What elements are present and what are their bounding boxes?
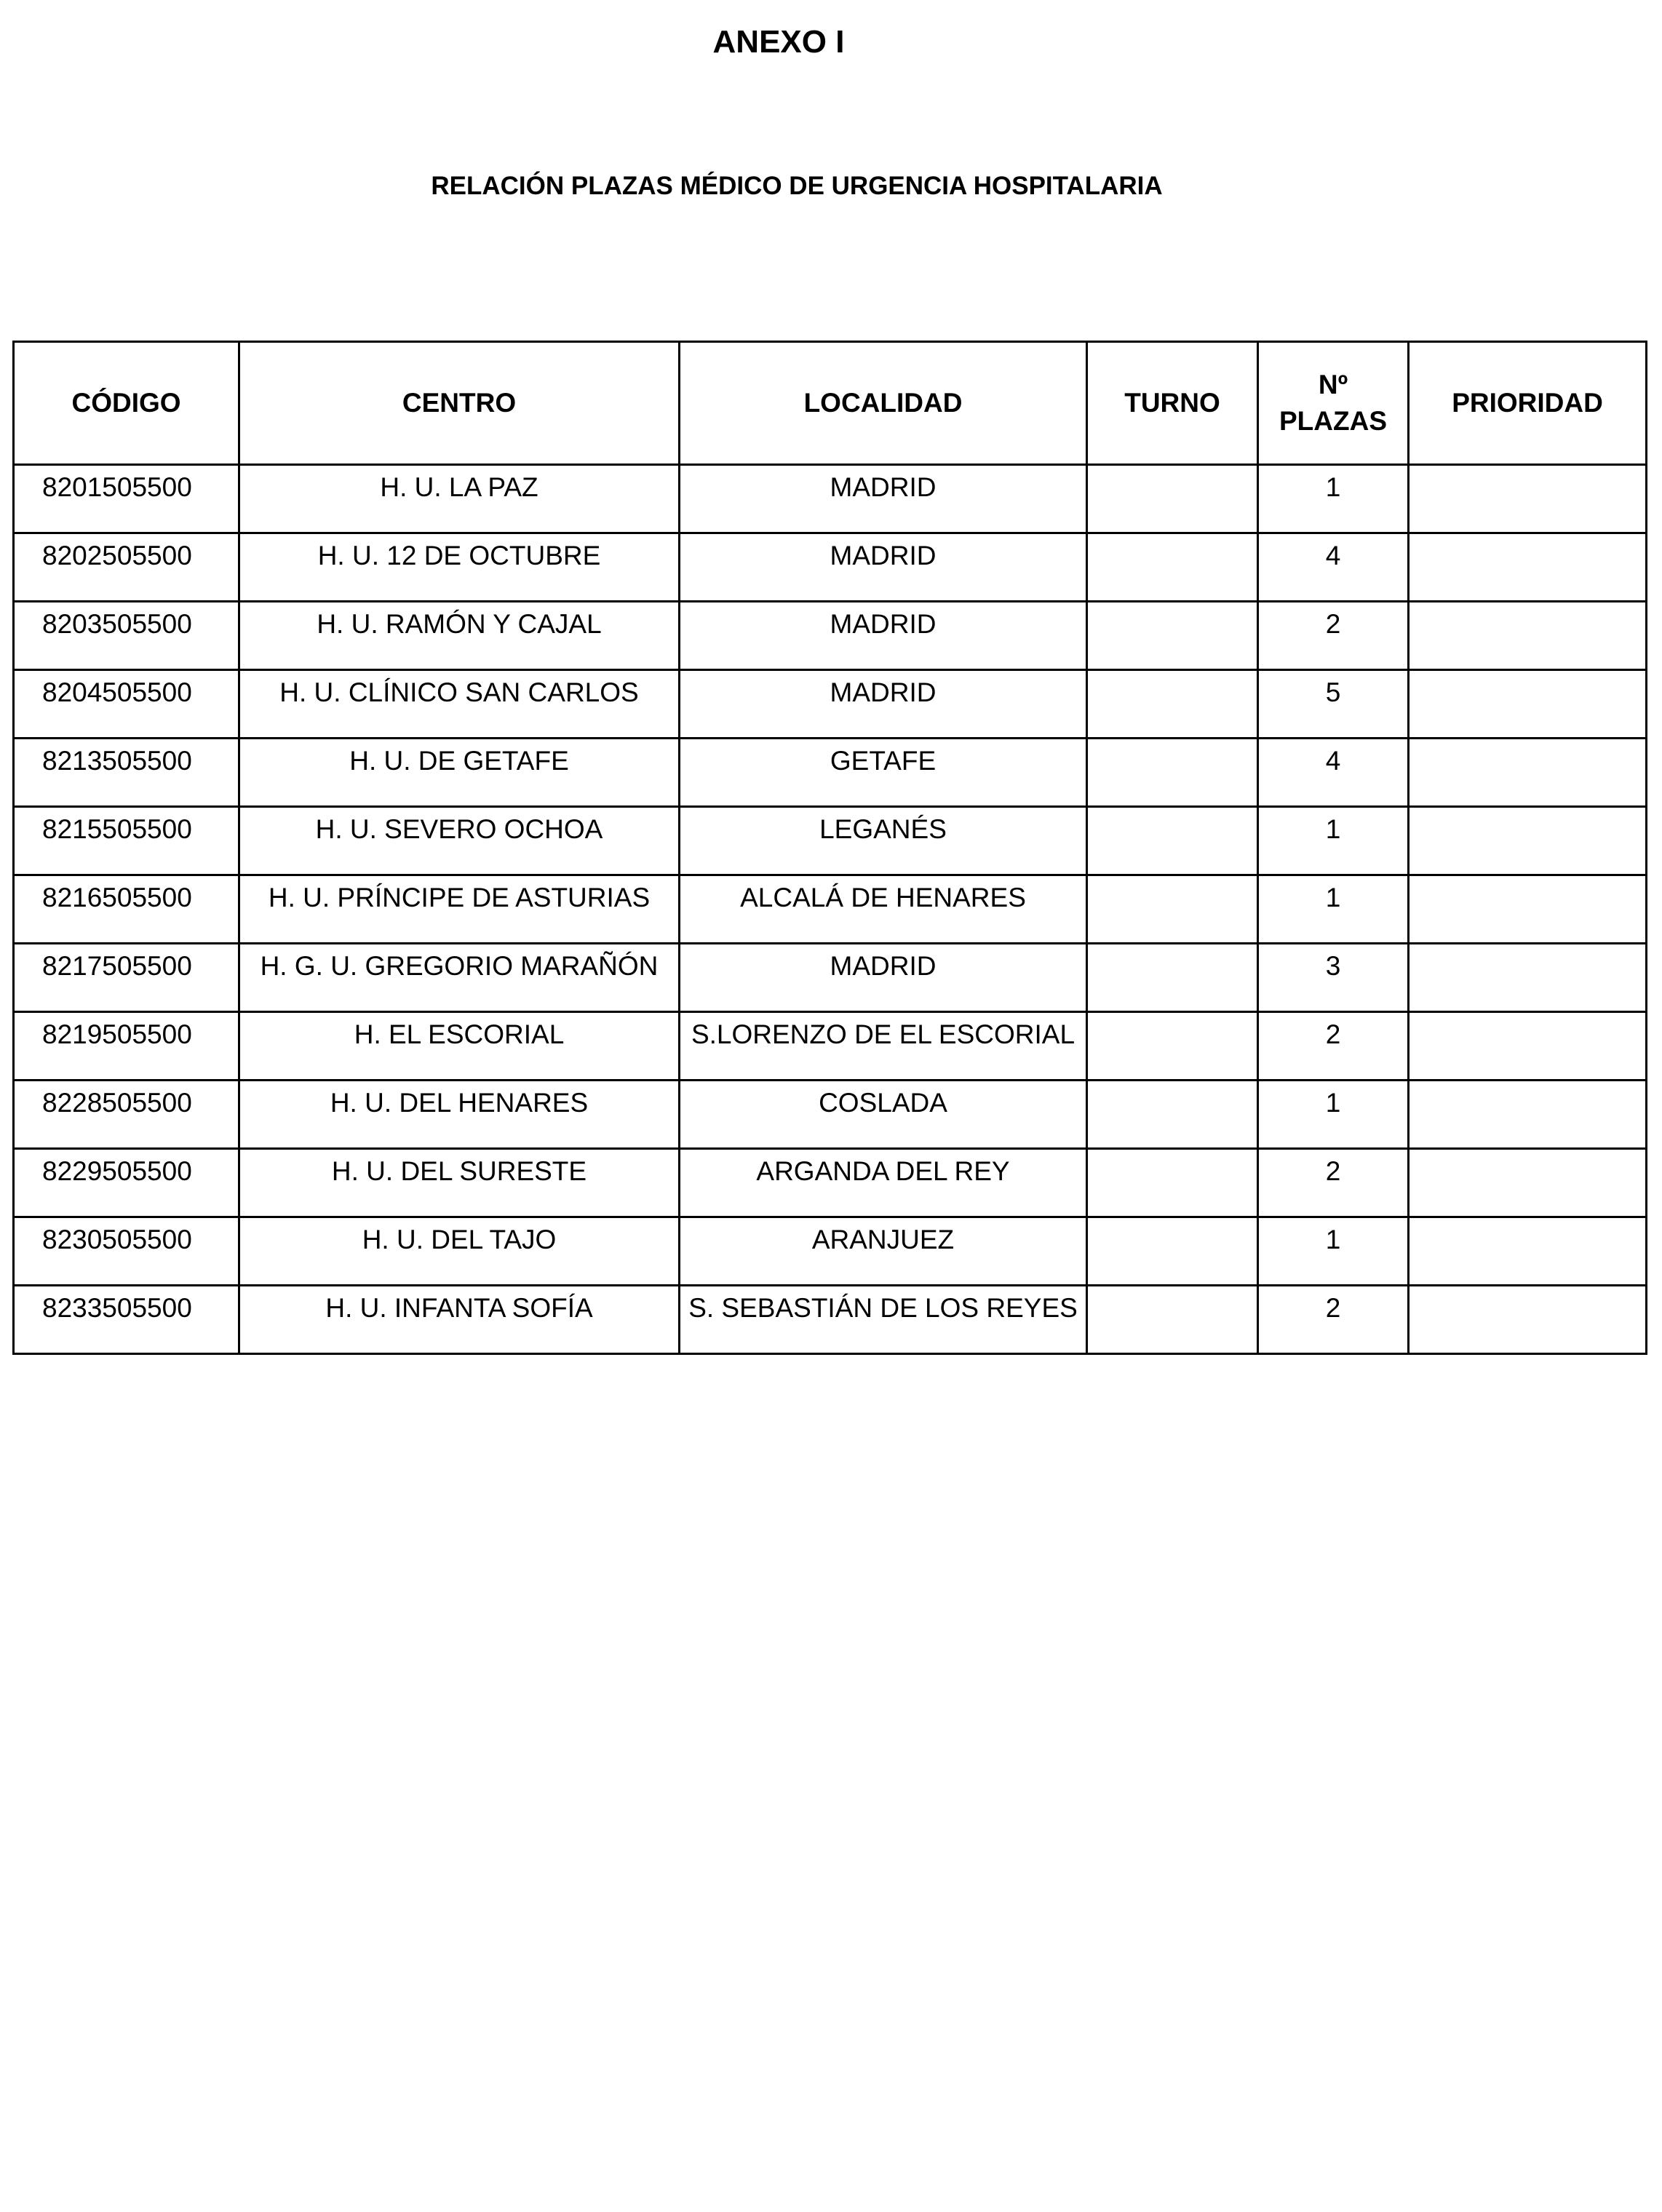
- cell-prioridad: [1409, 739, 1647, 807]
- cell-turno: [1087, 807, 1258, 875]
- cell-codigo: 8216505500: [14, 875, 239, 944]
- cell-codigo: 8202505500: [14, 533, 239, 602]
- cell-localidad: MADRID: [680, 533, 1087, 602]
- cell-localidad: MADRID: [680, 602, 1087, 670]
- cell-localidad: S. SEBASTIÁN DE LOS REYES: [680, 1286, 1087, 1354]
- cell-codigo: 8233505500: [14, 1286, 239, 1354]
- cell-centro: H. EL ESCORIAL: [239, 1012, 680, 1081]
- cell-localidad: ALCALÁ DE HENARES: [680, 875, 1087, 944]
- cell-prioridad: [1409, 465, 1647, 533]
- cell-prioridad: [1409, 1081, 1647, 1149]
- cell-prioridad: [1409, 533, 1647, 602]
- cell-turno: [1087, 602, 1258, 670]
- header-plazas-line2: PLAZAS: [1279, 406, 1387, 436]
- cell-localidad: MADRID: [680, 465, 1087, 533]
- table-row: [14, 602, 1647, 670]
- cell-codigo: 8201505500: [14, 465, 239, 533]
- table-row: [14, 944, 1647, 1012]
- cell-centro: H. U. SEVERO OCHOA: [239, 807, 680, 875]
- table-row: [14, 1149, 1647, 1217]
- cell-turno: [1087, 465, 1258, 533]
- table-row: [14, 1217, 1647, 1286]
- table-row: [14, 875, 1647, 944]
- cell-prioridad: [1409, 602, 1647, 670]
- cell-prioridad: [1409, 1217, 1647, 1286]
- cell-plazas: 2: [1258, 1149, 1409, 1217]
- cell-localidad: ARGANDA DEL REY: [680, 1149, 1087, 1217]
- cell-plazas: 5: [1258, 670, 1409, 739]
- cell-prioridad: [1409, 807, 1647, 875]
- cell-codigo: 8215505500: [14, 807, 239, 875]
- header-row: [14, 342, 1647, 465]
- table-row: [14, 739, 1647, 807]
- cell-plazas: 4: [1258, 533, 1409, 602]
- cell-codigo: 8228505500: [14, 1081, 239, 1149]
- table-row: [14, 1286, 1647, 1354]
- cell-centro: H. G. U. GREGORIO MARAÑÓN: [239, 944, 680, 1012]
- cell-turno: [1087, 1012, 1258, 1081]
- header-plazas-line1: Nº: [1318, 370, 1348, 399]
- cell-plazas: 1: [1258, 1217, 1409, 1286]
- cell-plazas: 4: [1258, 739, 1409, 807]
- cell-codigo: 8219505500: [14, 1012, 239, 1081]
- cell-centro: H. U. LA PAZ: [239, 465, 680, 533]
- cell-centro: H. U. CLÍNICO SAN CARLOS: [239, 670, 680, 739]
- cell-centro: H. U. DE GETAFE: [239, 739, 680, 807]
- cell-codigo: 8230505500: [14, 1217, 239, 1286]
- cell-localidad: MADRID: [680, 670, 1087, 739]
- cell-turno: [1087, 739, 1258, 807]
- cell-localidad: COSLADA: [680, 1081, 1087, 1149]
- cell-prioridad: [1409, 1286, 1647, 1354]
- document-title: ANEXO I: [712, 24, 845, 60]
- cell-plazas: 2: [1258, 602, 1409, 670]
- cell-turno: [1087, 670, 1258, 739]
- cell-codigo: 8213505500: [14, 739, 239, 807]
- cell-localidad: S.LORENZO DE EL ESCORIAL: [680, 1012, 1087, 1081]
- cell-codigo: 8229505500: [14, 1149, 239, 1217]
- cell-localidad: ARANJUEZ: [680, 1217, 1087, 1286]
- cell-plazas: 1: [1258, 465, 1409, 533]
- cell-centro: H. U. DEL TAJO: [239, 1217, 680, 1286]
- plazas-table-body: [14, 465, 1647, 1354]
- cell-prioridad: [1409, 1149, 1647, 1217]
- plazas-table-header: [14, 342, 1647, 465]
- cell-turno: [1087, 944, 1258, 1012]
- cell-prioridad: [1409, 670, 1647, 739]
- cell-prioridad: [1409, 1012, 1647, 1081]
- cell-centro: H. U. PRÍNCIPE DE ASTURIAS: [239, 875, 680, 944]
- cell-plazas: 2: [1258, 1286, 1409, 1354]
- table-row: [14, 1081, 1647, 1149]
- header-plazas: [1258, 342, 1409, 465]
- cell-plazas: 3: [1258, 944, 1409, 1012]
- table-row: [14, 465, 1647, 533]
- document-subtitle: RELACIÓN PLAZAS MÉDICO DE URGENCIA HOSPITALARIA: [431, 172, 1163, 200]
- cell-prioridad: [1409, 875, 1647, 944]
- cell-centro: H. U. 12 DE OCTUBRE: [239, 533, 680, 602]
- header-localidad: LOCALIDAD: [680, 342, 1087, 465]
- table-row: [14, 533, 1647, 602]
- cell-centro: H. U. DEL HENARES: [239, 1081, 680, 1149]
- table-row: [14, 670, 1647, 739]
- plazas-table: [12, 341, 1647, 1355]
- cell-plazas: 2: [1258, 1012, 1409, 1081]
- cell-localidad: LEGANÉS: [680, 807, 1087, 875]
- cell-plazas: 1: [1258, 807, 1409, 875]
- cell-plazas: 1: [1258, 875, 1409, 944]
- cell-prioridad: [1409, 944, 1647, 1012]
- cell-plazas: 1: [1258, 1081, 1409, 1149]
- cell-turno: [1087, 1081, 1258, 1149]
- cell-codigo: 8204505500: [14, 670, 239, 739]
- cell-codigo: 8217505500: [14, 944, 239, 1012]
- header-codigo: CÓDIGO: [14, 342, 239, 465]
- cell-localidad: GETAFE: [680, 739, 1087, 807]
- header-turno: TURNO: [1087, 342, 1258, 465]
- cell-turno: [1087, 1217, 1258, 1286]
- cell-centro: H. U. DEL SURESTE: [239, 1149, 680, 1217]
- cell-centro: H. U. INFANTA SOFÍA: [239, 1286, 680, 1354]
- cell-turno: [1087, 875, 1258, 944]
- cell-turno: [1087, 1149, 1258, 1217]
- cell-turno: [1087, 1286, 1258, 1354]
- cell-centro: H. U. RAMÓN Y CAJAL: [239, 602, 680, 670]
- table-row: [14, 1012, 1647, 1081]
- cell-codigo: 8203505500: [14, 602, 239, 670]
- cell-turno: [1087, 533, 1258, 602]
- table-row: [14, 807, 1647, 875]
- header-centro: CENTRO: [239, 342, 680, 465]
- cell-localidad: MADRID: [680, 944, 1087, 1012]
- header-prioridad: PRIORIDAD: [1409, 342, 1647, 465]
